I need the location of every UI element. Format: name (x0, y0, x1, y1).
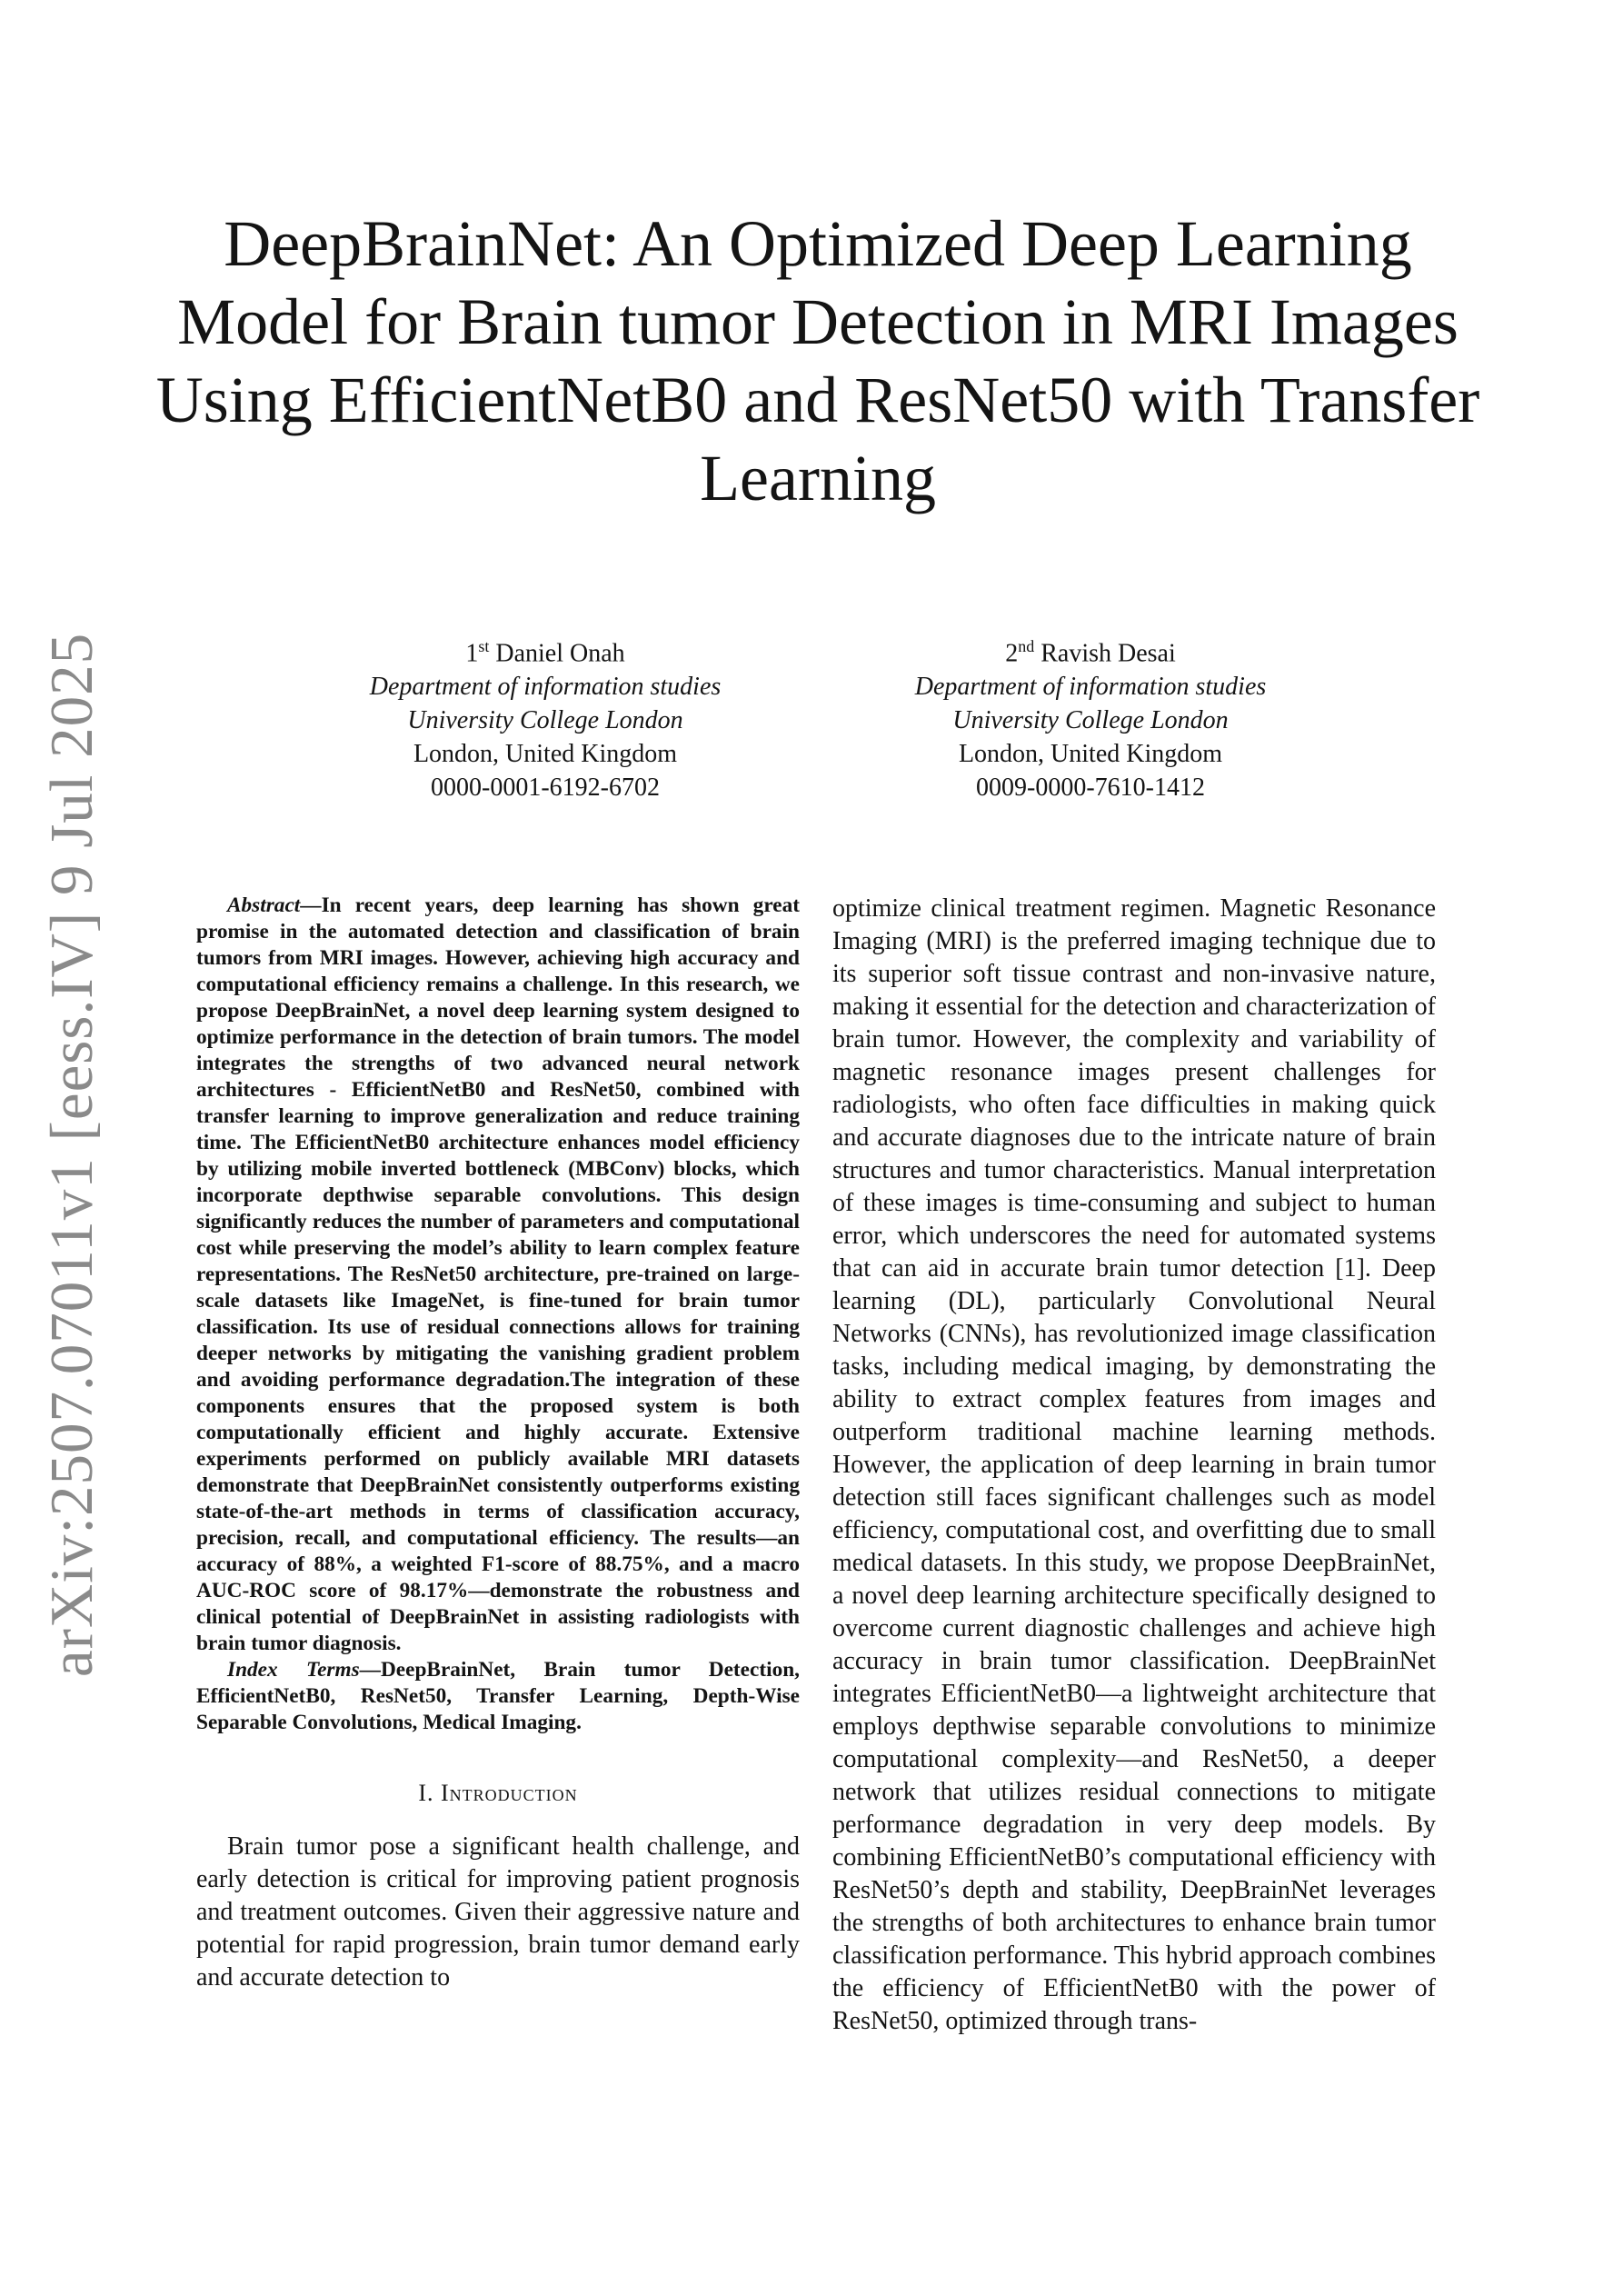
author-ordinal-suffix: st (478, 637, 490, 655)
author-university: University College London (952, 706, 1229, 735)
author-department: Department of information studies (369, 673, 722, 702)
section-heading-introduction (196, 1780, 800, 1807)
author-block-2 (772, 630, 1409, 804)
arxiv-side-stamp (18, 632, 127, 1677)
author-name-line (772, 630, 1409, 670)
author-location: London, United Kingdom (958, 740, 1223, 769)
author-orcid: 0009-0000-7610-1412 (976, 774, 1205, 803)
index-terms-lead: Index Terms (227, 1658, 360, 1682)
section-title: Introduction (441, 1780, 578, 1806)
index-terms (196, 1657, 800, 1736)
author-name-line (227, 630, 863, 670)
intro-paragraph-left: Brain tumor pose a significant health challenge, and early detection is critical for improving patient prognosis and treatment outcomes. Given their aggressive nature and potential for rapid progression, brain tumor demand early and accurate detection to (196, 1832, 800, 1992)
author-name: Ravish Desai (1041, 639, 1176, 668)
author-ordinal-suffix: nd (1018, 637, 1035, 655)
author-department: Department of information studies (914, 673, 1267, 702)
section-number: I. (418, 1780, 441, 1806)
author-orcid: 0000-0001-6192-6702 (431, 774, 660, 803)
right-column (832, 893, 1436, 2038)
author-university: University College London (407, 706, 683, 735)
author-block-1 (227, 630, 863, 804)
abstract (196, 893, 800, 1657)
abstract-text: —In recent years, deep learning has shown great promise in the automated detection and classification of brain tumors from MRI images. However, achieving high accuracy and computational efficiency remains a challenge. In this research, we propose DeepBrainNet, a novel deep learning system designed to optimize performance in the detection of brain tumors. The model integrates the strengths of two advanced neural network architectures - EfficientNetB0 and ResNet50, combined with transfer learning to improve generalization and reduce training time. The EfficientNetB0 architecture enhances model efficiency by utilizing mobile inverted bottleneck (MBConv) blocks, which incorporate depthwise separable convolutions. This design significantly reduces the number of parameters and computational cost while preserving the model’s ability to learn complex feature representations. The ResNet50 architecture, pre-trained on large-scale datasets like ImageNet, is fine-tuned for brain tumor classification. Its use of residual connections allows for training deeper networks by mitigating the vanishing gradient problem and avoiding performance degradation.The integration of these components ensures that the proposed system is both computationally efficient and highly accurate. Extensive experiments performed on publicly available MRI datasets demonstrate that DeepBrainNet consistently outperforms existing state-of-the-art methods in terms of classification accuracy, precision, recall, and computational efficiency. The results—an accuracy of 88%, a weighted F1-score of 88.75%, and a macro AUC-ROC score of 98.17%—demonstrate the robustness and clinical potential of DeepBrainNet in assisting radiologists with brain tumor diagnosis. (196, 893, 800, 1655)
index-terms-text: —DeepBrainNet, Brain tumor Detection, EfficientNetB0, ResNet50, Transfer Learning, Depth-Wise Separable Convolutions, Medical Imaging. (196, 1658, 801, 1734)
paper-title: DeepBrainNet: An Optimized Deep Learning Model for Brain tumor Detection in MRI Images Using EfficientNetB0 and ResNet50 with Transfer Learning (155, 207, 1480, 514)
author-location: London, United Kingdom (413, 740, 678, 769)
author-ordinal: 2 (1005, 639, 1019, 668)
author-name: Daniel Onah (495, 639, 625, 668)
author-ordinal: 1 (465, 639, 479, 668)
arxiv-identifier: arXiv:2507.07011v1 [eess.IV] 9 Jul 2025 (38, 632, 106, 1677)
abstract-lead: Abstract (227, 893, 301, 917)
left-column (196, 893, 800, 1994)
intro-paragraph-right: optimize clinical treatment regimen. Magnetic Resonance Imaging (MRI) is the preferred imaging technique due to its superior soft tissue contrast and non-invasive nature, making it essential for the detection and characterization of brain tumor. However, the complexity and variability of magnetic resonance images present challenges for radiologists, who often face difficulties in making quick and accurate diagnoses due to the intricate nature of brain structures and tumor characteristics. Manual interpretation of these images is time-consuming and subject to human error, which underscores the need for automated systems that can aid in accurate brain tumor detection [1]. Deep learning (DL), particularly Convolutional Neural Networks (CNNs), has revolutionized image classification tasks, including medical imaging, by demonstrating the ability to extract complex features from images and outperform traditional machine learning methods. However, the application of deep learning in brain tumor detection still faces significant challenges such as model efficiency, computational cost, and overfitting due to small medical datasets. In this study, we propose DeepBrainNet, a novel deep learning architecture specifically designed to overcome current diagnostic challenges and achieve high accuracy in brain tumor classification. DeepBrainNet integrates EfficientNetB0—a lightweight architecture that employs depthwise separable convolutions to minimize computational complexity—and ResNet50, a deeper network that utilizes residual connections to mitigate performance degradation in very deep models. By combining EfficientNetB0’s computational efficiency with ResNet50’s depth and stability, DeepBrainNet leverages the strengths of both architectures to enhance brain tumor classification performance. This hybrid approach combines the efficiency of EfficientNetB0 with the power of ResNet50, optimized through trans- (832, 894, 1436, 2035)
